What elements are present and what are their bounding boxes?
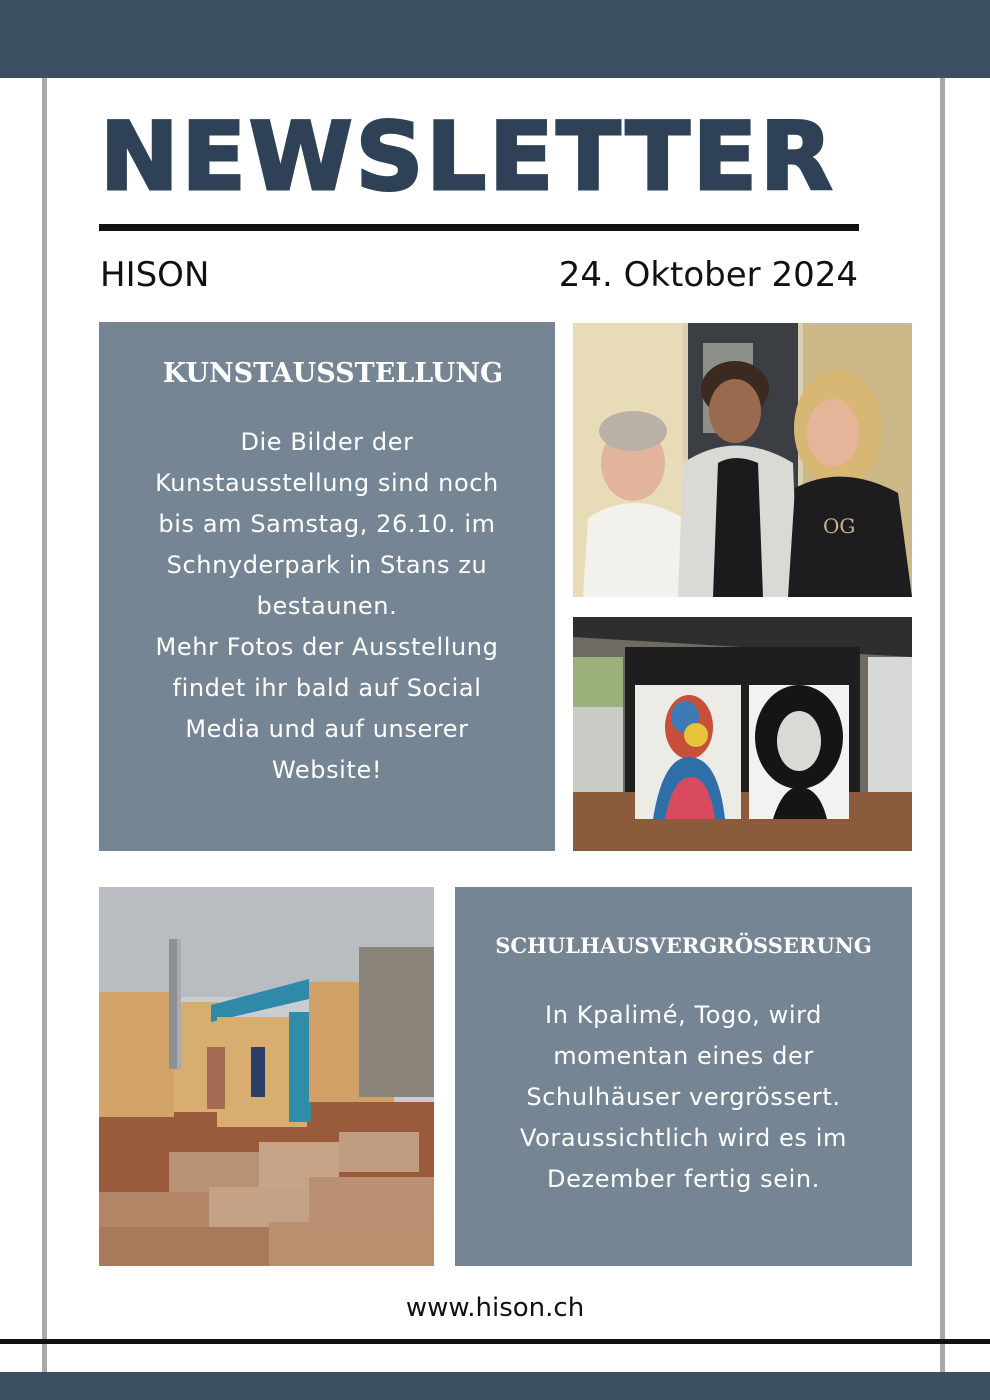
exhibition-people-photo — [573, 323, 912, 597]
organization-name: HISON — [100, 255, 210, 295]
school-construction-photo — [99, 887, 434, 1266]
art-text-line: Media und auf unserer — [185, 715, 469, 743]
school-text-line: Dezember fertig sein. — [547, 1165, 820, 1193]
newsletter-title: NEWSLETTER — [100, 103, 836, 212]
school-text-line: In Kpalimé, Togo, wird — [545, 1001, 822, 1029]
art-text-line: findet ihr bald auf Social — [172, 674, 482, 702]
art-text-line: Mehr Fotos der Ausstellung — [155, 633, 499, 661]
art-text-line: Die Bilder der — [240, 428, 414, 456]
art-text-line: bestaunen. — [256, 592, 398, 620]
title-rule — [99, 224, 859, 231]
art-text-line: Kunstausstellung sind noch — [155, 469, 499, 497]
bottom-rule — [0, 1339, 990, 1344]
school-text-line: Voraussichtlich wird es im — [519, 1124, 848, 1152]
school-expansion-heading: SCHULHAUSVERGRÖSSERUNG — [495, 933, 872, 958]
art-exhibition-text — [121, 422, 533, 791]
left-border-line — [42, 78, 47, 1372]
art-exhibition-heading: KUNSTAUSSTELLUNG — [162, 358, 504, 389]
website-link[interactable]: www.hison.ch — [405, 1293, 585, 1323]
top-bar — [0, 0, 990, 78]
school-text-line: momentan eines der — [553, 1042, 814, 1070]
exhibition-artwork-photo — [573, 617, 912, 851]
art-text-line: bis am Samstag, 26.10. im — [158, 510, 496, 538]
school-expansion-text — [485, 995, 882, 1200]
art-exhibition-panel — [99, 322, 555, 851]
art-text-line: Schnyderpark in Stans zu — [166, 551, 488, 579]
school-text-line: Schulhäuser vergrössert. — [526, 1083, 841, 1111]
school-expansion-panel — [455, 887, 912, 1266]
svg-text:OG: OG — [823, 514, 856, 538]
bottom-bar — [0, 1372, 990, 1400]
newsletter-date: 24. Oktober 2024 — [558, 255, 858, 295]
art-text-line: Website! — [271, 756, 383, 784]
right-border-line — [940, 78, 945, 1372]
